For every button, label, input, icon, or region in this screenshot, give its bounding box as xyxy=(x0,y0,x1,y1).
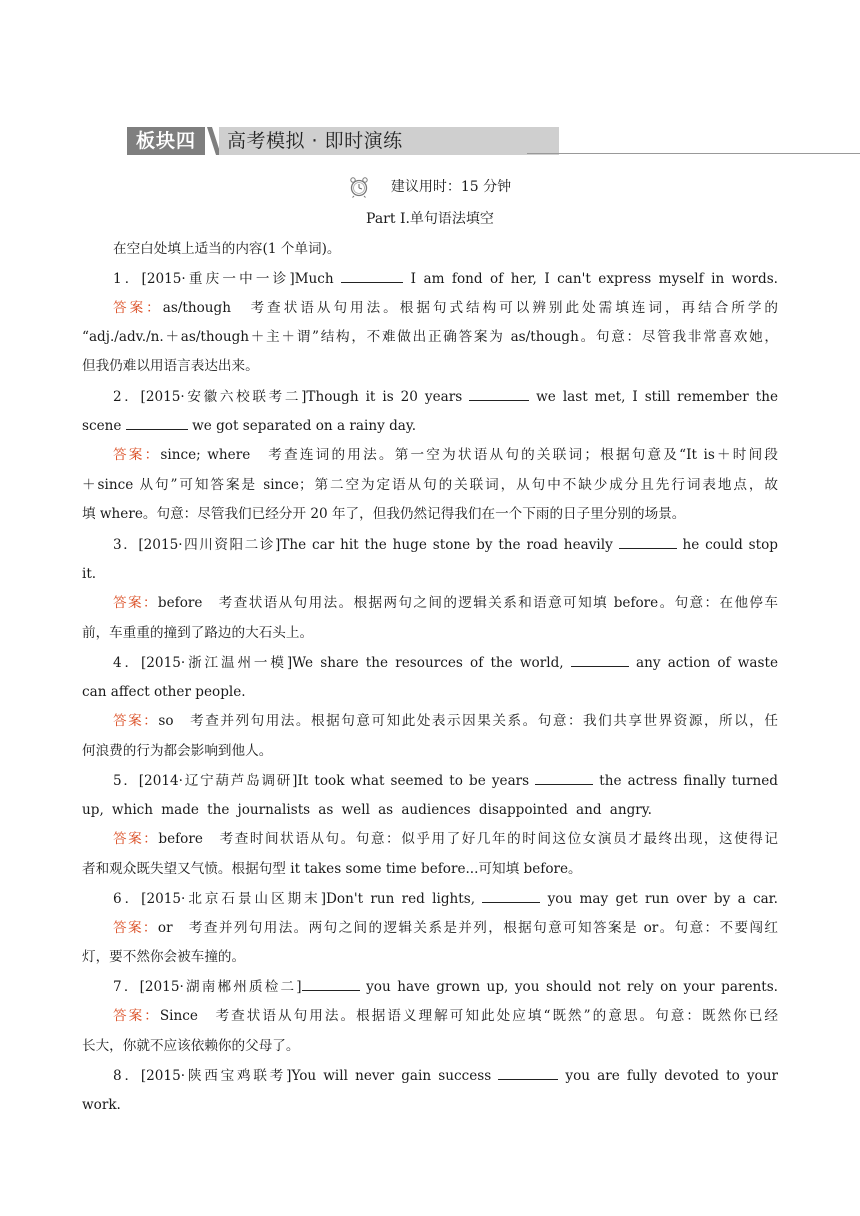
answer-blank xyxy=(126,417,188,430)
answer-2: 答案：since; where 考查连词的用法。第一空为状语从句的关联词；根据句意及“It is＋时间段 xyxy=(113,447,779,463)
answer-3: 答案：before 考查状语从句用法。根据两句之间的逻辑关系和语意可知填 before。句意：在他停车 xyxy=(113,595,778,611)
answer-blank xyxy=(498,1067,558,1080)
explanation-1-line-2: 但我仍难以用语言表达出来。 xyxy=(82,358,259,374)
answer-7: 答案：Since 考查状语从句用法。根据语义理解可知此处应填“既然”的意思。句意：既然你已经 xyxy=(113,1008,779,1024)
answer-blank xyxy=(482,890,540,903)
section-subtitle: 高考模拟 · 即时演练 xyxy=(219,127,559,155)
suggested-time xyxy=(0,176,860,198)
answer-blank xyxy=(341,270,403,283)
answer-4: 答案：so 考查并列句用法。根据句意可知此处表示因果关系。句意：我们共享世界资源，所以，任 xyxy=(113,713,778,729)
question-8: 8．[2015·陕西宝鸡联考]You will never gain success you are fully devoted to your xyxy=(113,1068,778,1084)
question-4-line-2: can affect other people. xyxy=(82,684,246,700)
explanation-2-line-2: 填 where。句意：尽管我们已经分开 20 年了，但我仍然记得我们在一个下雨的日子里分别的场景。 xyxy=(82,506,686,522)
explanation-2-line-1: ＋since 从句”可知答案是 since；第二空为定语从句的关联词，从句中不缺少成分且先行词表地点，故 xyxy=(82,477,778,493)
explanation-3-line-1: 前，车重重的撞到了路边的大石头上。 xyxy=(82,625,314,641)
explanation-7-line-1: 长大，你就不应该依赖你的父母了。 xyxy=(82,1038,300,1054)
question-5-line-2: up, which made the journalists as well as audiences disappointed and angry. xyxy=(82,802,652,818)
answer-6: 答案：or 考查并列句用法。两句之间的逻辑关系是并列，根据句意可知答案是 or。句意：不要闯红 xyxy=(113,920,779,936)
alarm-clock-icon xyxy=(349,176,369,198)
question-4: 4．[2015·浙江温州一模]We share the resources of the world, any action of waste xyxy=(113,655,778,671)
explanation-6-line-1: 灯，要不然你会被车撞的。 xyxy=(82,949,246,965)
explanation-1-line-1: “adj./adv./n.＋as/though＋主＋谓”结构，不难做出正确答案为 as/though。句意：尽管我非常喜欢她， xyxy=(82,329,778,345)
question-3: 3．[2015·四川资阳二诊]The car hit the huge stone by the road heavily he could stop xyxy=(113,537,778,553)
explanation-5-line-1: 者和观众既失望又气愤。根据句型 it takes some time before...可知填 before。 xyxy=(82,861,582,877)
answer-blank xyxy=(302,978,360,991)
question-2: 2．[2015·安徽六校联考二]Though it is 20 years we last met, I still remember the xyxy=(113,389,779,405)
suggested-time-text: 建议用时：15 分钟 xyxy=(390,179,512,195)
answer-blank xyxy=(535,772,593,785)
part-title: Part Ⅰ.单句语法填空 xyxy=(366,211,494,227)
question-8-line-2: work. xyxy=(82,1097,121,1113)
question-7: 7．[2015·湖南郴州质检二] you have grown up, you should not rely on your parents. xyxy=(113,979,779,995)
question-1: 1．[2015·重庆一中一诊]Much I am fond of her, I can't express myself in words. xyxy=(113,271,779,287)
answer-blank xyxy=(571,654,629,667)
question-5: 5．[2014·辽宁葫芦岛调研]It took what seemed to be years the actress finally turned xyxy=(113,773,778,789)
question-6: 6．[2015·北京石景山区期末]Don't run red lights, you may get run over by a car. xyxy=(113,891,778,907)
answer-blank xyxy=(619,536,677,549)
question-2-line-2: scene we got separated on a rainy day. xyxy=(82,418,417,434)
section-tag: 板块四 xyxy=(127,127,205,155)
section-banner xyxy=(127,127,737,155)
explanation-4-line-1: 何浪费的行为都会影响到他人。 xyxy=(82,743,273,759)
question-3-line-2: it. xyxy=(82,566,97,582)
banner-rule xyxy=(527,153,860,154)
answer-blank xyxy=(469,388,529,401)
answer-1: 答案：as/though 考查状语从句用法。根据句式结构可以辨别此处需填连词，再结合所学的 xyxy=(113,300,778,316)
instruction: 在空白处填上适当的内容(1 个单词)。 xyxy=(113,241,341,257)
answer-5: 答案：before 考查时间状语从句。句意：似乎用了好几年的时间这位女演员才最终出现，这使得记 xyxy=(113,831,778,847)
